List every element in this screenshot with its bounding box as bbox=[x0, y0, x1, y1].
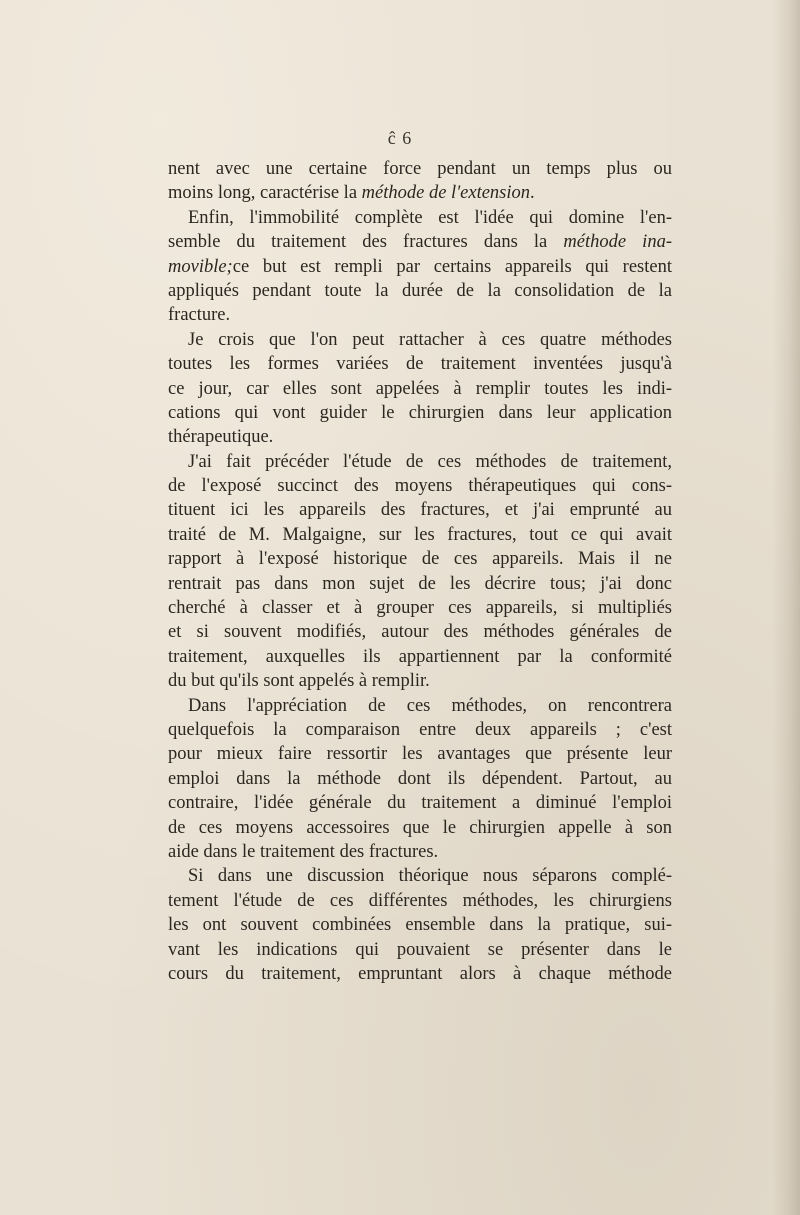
text-segment: de ces moyens accessoires que le chirurgien appelle à son bbox=[168, 817, 672, 838]
text-line bbox=[168, 352, 672, 376]
italic-term: méthode ina- bbox=[563, 232, 672, 253]
text-segment: emploi dans la méthode dont ils dépendent. Partout, au bbox=[168, 768, 672, 789]
text-line bbox=[168, 620, 672, 644]
text-line bbox=[168, 425, 672, 449]
text-segment: traitement, auxquelles ils appartiennent par la conformité bbox=[168, 646, 672, 667]
text-line bbox=[168, 547, 672, 571]
text-segment: tituent ici les appareils des fractures, et j'ai emprunté au bbox=[168, 500, 672, 521]
text-segment: fracture. bbox=[168, 305, 231, 326]
text-line bbox=[168, 255, 672, 279]
text-segment: rapport à l'exposé historique de ces appareils. Mais il ne bbox=[168, 549, 672, 570]
text-segment: les ont souvent combinées ensemble dans la pratique, sui- bbox=[168, 915, 672, 936]
text-segment: contraire, l'idée générale du traitement a diminué l'emploi bbox=[168, 793, 672, 814]
text-line bbox=[168, 450, 672, 474]
text-line bbox=[168, 694, 672, 718]
text-line bbox=[168, 523, 672, 547]
text-line bbox=[168, 938, 672, 962]
text-line bbox=[168, 206, 672, 230]
text-segment: aide dans le traitement des fractures. bbox=[168, 841, 439, 862]
text-line bbox=[168, 157, 672, 181]
text-segment: semble du traitement des fractures dans la bbox=[168, 232, 564, 253]
text-segment: Je crois que l'on peut rattacher à ces quatre méthodes bbox=[188, 329, 672, 350]
text-line bbox=[168, 962, 672, 986]
text-segment: ce but est rempli par certains appareils qui restent bbox=[232, 256, 672, 277]
text-segment: cations qui vont guider le chirurgien dans leur application bbox=[168, 402, 672, 423]
text-segment: Dans l'appréciation de ces méthodes, on rencontrera bbox=[188, 695, 672, 716]
text-segment: tement l'étude de ces différentes méthodes, les chirurgiens bbox=[168, 890, 672, 911]
text-segment: cours du traitement, empruntant alors à chaque méthode bbox=[168, 963, 672, 984]
text-line bbox=[168, 279, 672, 303]
text-segment: nent avec une certaine force pendant un temps plus ou bbox=[168, 159, 672, 179]
text-line bbox=[168, 401, 672, 425]
text-segment: Si dans une discussion théorique nous séparons complé- bbox=[188, 866, 672, 887]
text-segment: appliqués pendant toute la durée de la consolidation de la bbox=[168, 280, 672, 301]
text-line bbox=[168, 816, 672, 840]
text-segment: de l'exposé succinct des moyens thérapeutiques qui cons- bbox=[168, 476, 672, 497]
text-line bbox=[168, 840, 672, 864]
text-line bbox=[168, 913, 672, 937]
text-line bbox=[168, 181, 672, 205]
text-line bbox=[168, 742, 672, 766]
text-line bbox=[168, 377, 672, 401]
text-segment: . bbox=[530, 183, 535, 204]
text-segment: thérapeutique. bbox=[168, 427, 274, 448]
text-segment: vant les indications qui pouvaient se présenter dans le bbox=[168, 939, 672, 960]
text-line bbox=[168, 498, 672, 522]
text-line bbox=[168, 328, 672, 352]
text-segment: J'ai fait précéder l'étude de ces méthodes de traitement, bbox=[188, 451, 672, 472]
text-line bbox=[168, 669, 672, 693]
text-line bbox=[168, 474, 672, 498]
text-segment: et si souvent modifiés, autour des méthodes générales de bbox=[168, 622, 672, 643]
text-segment: quelquefois la comparaison entre deux appareils ; c'est bbox=[168, 719, 672, 740]
text-segment: ce jour, car elles sont appelées à remplir toutes les indi- bbox=[168, 378, 672, 399]
text-segment: cherché à classer et à grouper ces appareils, si multipliés bbox=[168, 598, 672, 619]
text-line bbox=[168, 645, 672, 669]
text-segment: rentrait pas dans mon sujet de les décrire tous; j'ai donc bbox=[168, 573, 672, 594]
body-text bbox=[168, 157, 672, 986]
text-segment: traité de M. Malgaigne, sur les fractures, tout ce qui avait bbox=[168, 524, 672, 545]
text-line bbox=[168, 230, 672, 254]
text-line bbox=[168, 767, 672, 791]
text-segment: toutes les formes variées de traitement inventées jusqu'à bbox=[168, 354, 672, 375]
text-line bbox=[168, 864, 672, 888]
text-segment: pour mieux faire ressortir les avantages que présente leur bbox=[168, 744, 672, 765]
page-edge-shadow bbox=[772, 0, 800, 1215]
text-line bbox=[168, 791, 672, 815]
text-segment: moins long, caractérise la bbox=[168, 183, 362, 204]
text-line bbox=[168, 303, 672, 327]
page-number: ĉ 6 bbox=[387, 128, 413, 148]
text-line bbox=[168, 596, 672, 620]
italic-term: movible; bbox=[168, 256, 233, 277]
text-segment: du but qu'ils sont appelés à remplir. bbox=[168, 671, 430, 692]
text-line bbox=[168, 889, 672, 913]
text-line bbox=[168, 718, 672, 742]
text-segment: Enfin, l'immobilité complète est l'idée qui domine l'en- bbox=[188, 207, 672, 228]
text-line bbox=[168, 572, 672, 596]
italic-term: méthode de l'extension bbox=[361, 183, 531, 204]
